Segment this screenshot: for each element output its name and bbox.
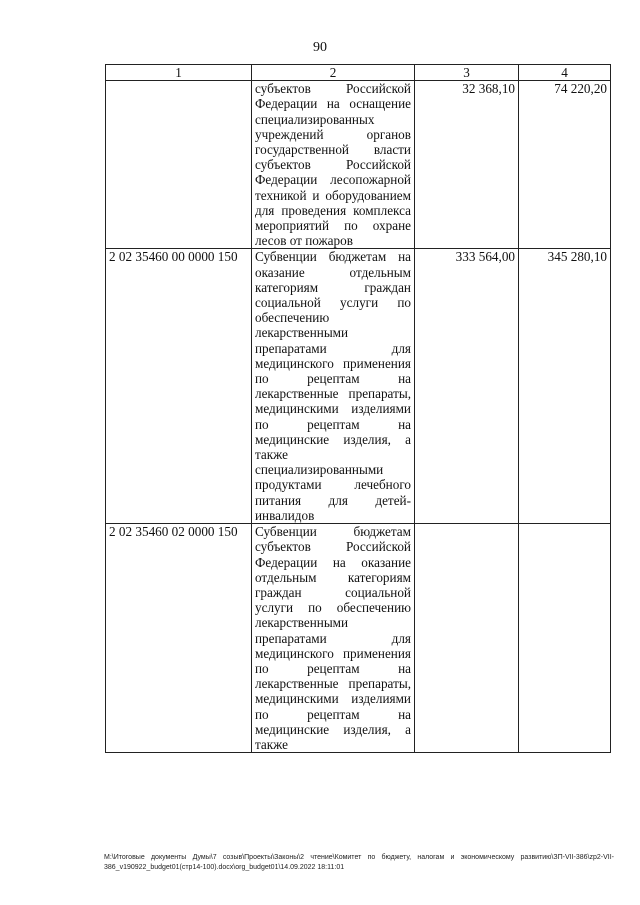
table-row <box>106 524 611 753</box>
description-cell: Субвенции бюджетам на оказание отдельным категориям граждан социальной услуги по обеспечению лекарственными препаратами для медицинского применения по рецептам на лекарственные препараты, медицинскими изделиями по рецептам на медицинские изделия, а также специализированными продуктами лечебного питания для детей-инвалидов <box>252 249 415 524</box>
description-cell: Субвенции бюджетам субъектов Российской Федерации на оказание отдельным категориям граждан социальной услуги по обеспечению лекарственными препаратами для медицинского применения по рецептам на лекарственные препараты, медицинскими изделиями по рецептам на медицинские изделия, а также <box>252 524 415 753</box>
description-cell: субъектов Российской Федерации на оснащение специализированных учреждений органов государственной власти субъектов Российской Федерации лесопожарной техникой и оборудованием для проведения комплекса мероприятий по охране лесов от пожаров <box>252 81 415 249</box>
column-header: 3 <box>415 65 519 81</box>
table-row <box>106 81 611 249</box>
budget-code-cell: 2 02 35460 00 0000 150 <box>106 249 252 524</box>
column-header: 1 <box>106 65 252 81</box>
amount-col3-cell: 333 564,00 <box>415 249 519 524</box>
budget-code-cell: 2 02 35460 02 0000 150 <box>106 524 252 753</box>
table-header-row <box>106 65 611 81</box>
budget-code-cell <box>106 81 252 249</box>
amount-col4-cell <box>519 524 611 753</box>
table-row <box>106 249 611 524</box>
page-number: 90 <box>313 40 327 55</box>
budget-table <box>105 64 611 753</box>
column-header: 4 <box>519 65 611 81</box>
column-header: 2 <box>252 65 415 81</box>
amount-col4-cell: 74 220,20 <box>519 81 611 249</box>
amount-col3-cell: 32 368,10 <box>415 81 519 249</box>
amount-col4-cell: 345 280,10 <box>519 249 611 524</box>
amount-col3-cell <box>415 524 519 753</box>
file-path-footer: M:\Итоговые документы Думы\7 созыв\Проекты\Законы\2 чтение\Комитет по бюджету, налогам и экономическому развитию\ЗП-VII-386\zp2-VII-386_v190922_budget01(стр14-100).docx\org_budget01\14.09.2022 18:11:01 <box>104 854 614 871</box>
